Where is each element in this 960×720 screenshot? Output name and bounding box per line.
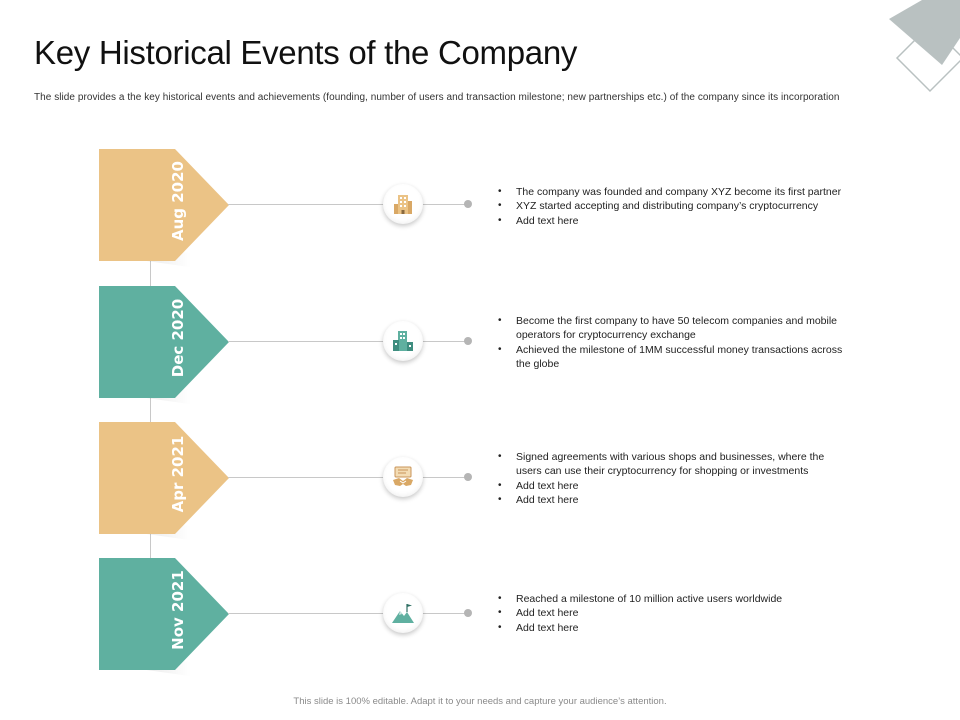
event-date: Aug 2020 <box>169 161 187 241</box>
date-tab <box>99 558 133 670</box>
connector-line <box>228 204 468 205</box>
event-details <box>498 592 848 635</box>
event-details <box>498 450 848 508</box>
event-date: Dec 2020 <box>169 298 187 378</box>
date-tab <box>99 422 133 534</box>
event-bullet: • Reached a milestone of 10 million active users worldwide <box>498 592 848 606</box>
connector-line <box>228 613 468 614</box>
event-bullet: • Add text here <box>498 493 848 507</box>
timeline-event <box>0 558 960 672</box>
connector-dot <box>464 473 472 481</box>
mountain-flag-icon <box>391 601 415 625</box>
event-bullet: • Add text here <box>498 621 848 635</box>
page-subtitle: The slide provides a the key historical events and achievements (founding, number of users and transaction milestone; new partnerships etc.) of the company since its incorporation <box>34 92 840 103</box>
timeline-event <box>0 422 960 536</box>
event-bullet: • Signed agreements with various shops and businesses, where the users can use their cryptocurrency for shopping or investments <box>498 450 848 479</box>
page-title: Key Historical Events of the Company <box>34 34 578 71</box>
event-date: Apr 2021 <box>169 435 187 513</box>
event-details <box>498 314 848 372</box>
event-bullet: • Add text here <box>498 479 848 493</box>
date-tab <box>99 286 133 398</box>
date-tab <box>99 149 133 261</box>
handshake-agreement-icon <box>391 465 415 489</box>
office-building-icon <box>391 192 415 216</box>
connector-dot <box>464 200 472 208</box>
connector-line <box>228 477 468 478</box>
event-bullet: • The company was founded and company XYZ become its first partner <box>498 185 848 199</box>
event-details <box>498 185 848 228</box>
footer-note: This slide is 100% editable. Adapt it to your needs and capture your audience’s attention. <box>293 696 667 707</box>
event-bullet: • Add text here <box>498 606 848 620</box>
timeline-event <box>0 149 960 263</box>
city-buildings-icon <box>391 329 415 353</box>
event-bullet: • Become the first company to have 50 telecom companies and mobile operators for cryptocurrency exchange <box>498 314 848 343</box>
connector-dot <box>464 609 472 617</box>
connector-line <box>228 341 468 342</box>
event-date: Nov 2021 <box>169 570 187 650</box>
timeline-event <box>0 286 960 400</box>
event-bullet: • XYZ started accepting and distributing company’s cryptocurrency <box>498 199 848 213</box>
connector-dot <box>464 337 472 345</box>
event-bullet: • Add text here <box>498 214 848 228</box>
event-bullet: • Achieved the milestone of 1MM successful money transactions across the globe <box>498 343 848 372</box>
